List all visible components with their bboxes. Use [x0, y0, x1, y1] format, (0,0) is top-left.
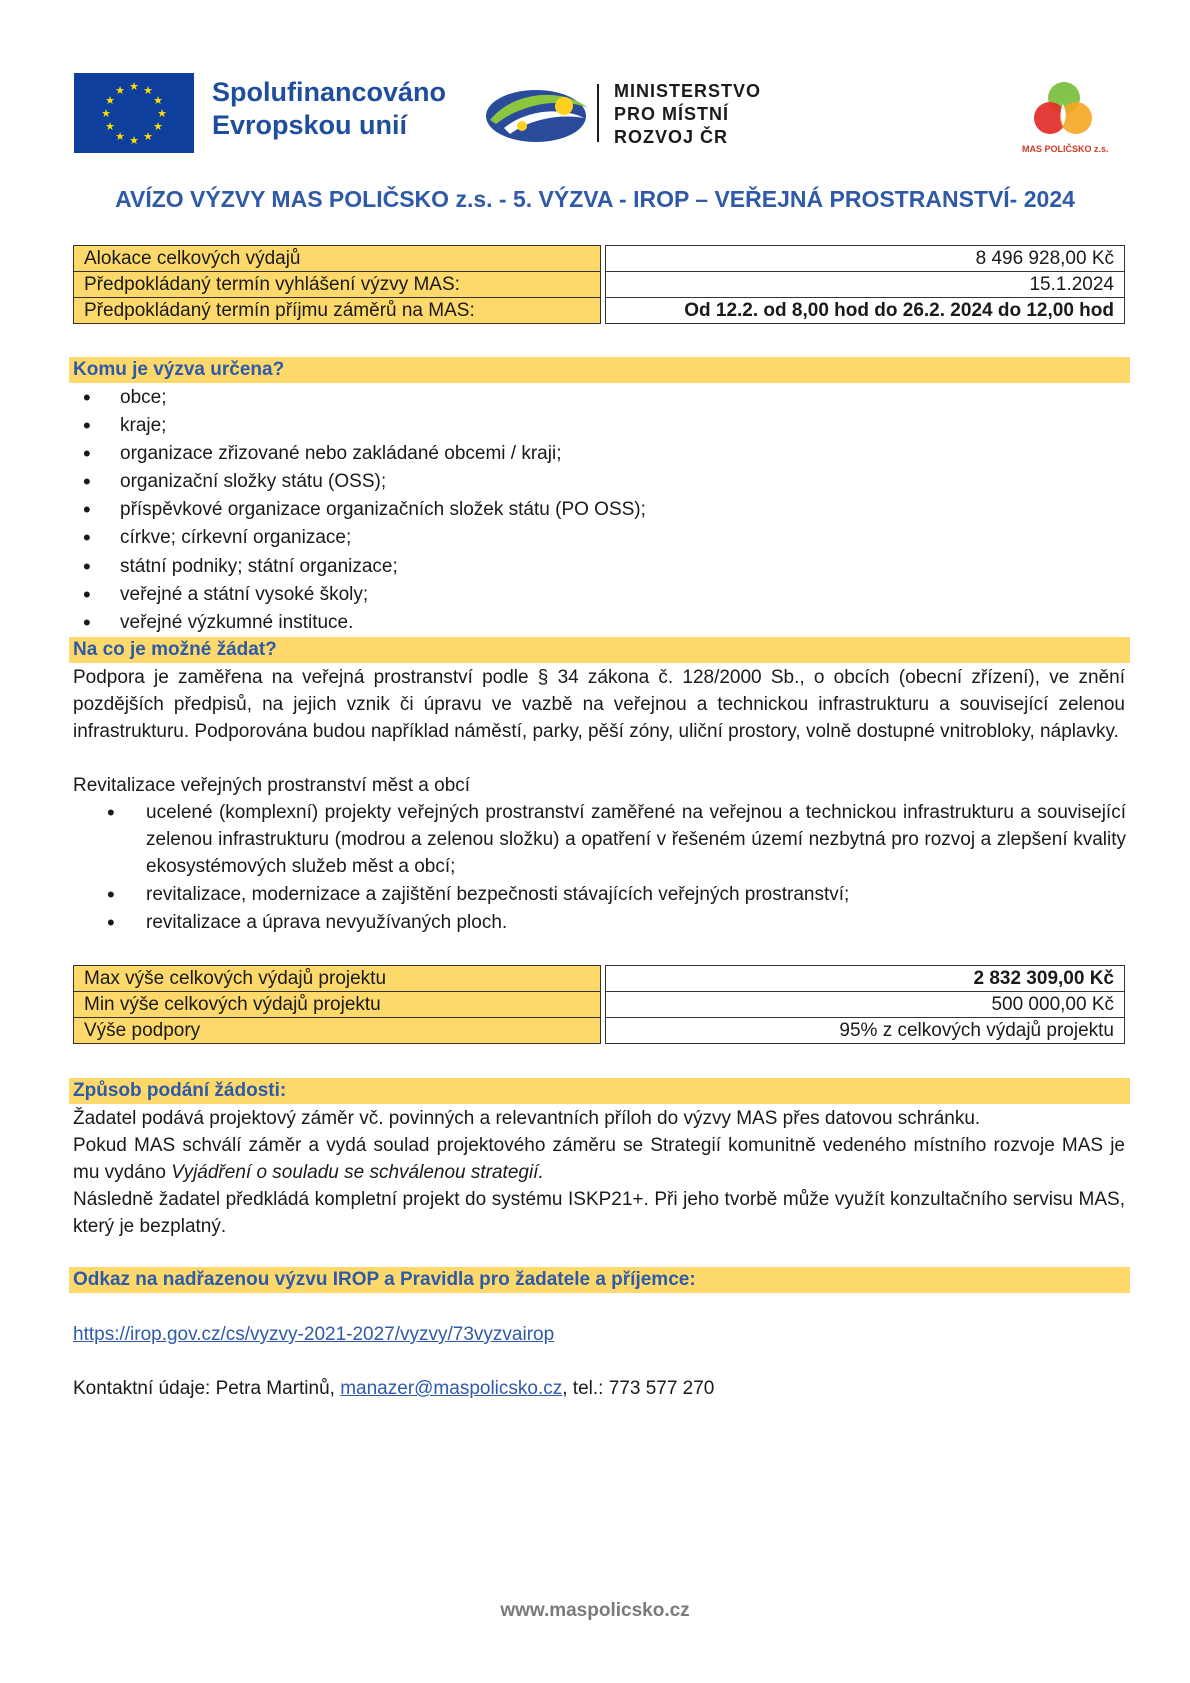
table-cell-label: Alokace celkových výdajů	[74, 246, 601, 272]
table-row	[74, 298, 1125, 324]
list-item: • církve; církevní organizace;	[73, 524, 646, 552]
svg-text:★: ★	[143, 130, 153, 143]
table-cell-label: Předpokládaný termín příjmu záměrů na MAS:	[74, 298, 601, 324]
list-item: • příspěvkové organizace organizačních složek státu (PO OSS);	[73, 496, 646, 524]
project-limits-table	[73, 965, 1125, 1044]
eu-flag-logo	[74, 73, 194, 153]
submission-paragraph-1: Žadatel podává projektový záměr vč. povinných a relevantních příloh do výzvy MAS přes datovou schránku.	[73, 1108, 981, 1129]
table-cell-label: Předpokládaný termín vyhlášení výzvy MAS:	[74, 272, 601, 298]
submission-italic-text: Vyjádření o souladu se schválenou strategií.	[171, 1162, 544, 1183]
svg-text:★: ★	[153, 120, 163, 133]
mas-logo-text: MAS POLIČSKO z.s.	[1022, 144, 1109, 154]
mas-circles-icon	[1028, 78, 1098, 148]
section-heading-submission: Způsob podání žádosti:	[69, 1078, 1130, 1104]
list-item: • státní podniky; státní organizace;	[73, 553, 646, 581]
contact-email-link[interactable]: manazer@maspolicsko.cz	[340, 1378, 563, 1399]
list-item: • ucelené (komplexní) projekty veřejných prostranství zaměřené na veřejnou a technickou infrastrukturu a související zelenou infrastrukturu (modrou a zelenou složku) a opatření v řešeném území nezbytná pro rozvoj a zlepšení kvality ekosystémových služeb měst a obcí;	[98, 799, 1126, 880]
contact-suffix: , tel.: 773 577 270	[562, 1378, 715, 1399]
list-item: • kraje;	[73, 412, 646, 440]
mmr-emblem-icon	[484, 84, 594, 146]
irop-link-line	[73, 1321, 1125, 1348]
mmr-line1: MINISTERSTVO	[614, 81, 762, 101]
svg-text:★: ★	[101, 107, 111, 120]
submission-text: Pokud MAS schválí záměr a vydá soulad projektového záměru se Strategií komunitně vedeného místního rozvoje MAS je mu vydáno	[73, 1135, 1125, 1183]
svg-text:★: ★	[143, 84, 153, 97]
eu-text-line1: Spolufinancováno	[212, 77, 447, 107]
table-cell-value: 500 000,00 Kč	[606, 992, 1125, 1018]
table-row	[74, 272, 1125, 298]
eu-cofinanced-text	[212, 76, 446, 142]
table-row	[74, 1018, 1125, 1044]
list-item: • veřejné a státní vysoké školy;	[73, 581, 646, 609]
mmr-text	[614, 80, 761, 149]
table-row	[74, 966, 1125, 992]
section-heading-target-group: Komu je výzva určena?	[69, 357, 1130, 383]
svg-text:★: ★	[153, 94, 163, 107]
contact-prefix: Kontaktní údaje: Petra Martinů,	[73, 1378, 341, 1399]
table-cell-value: 2 832 309,00 Kč	[606, 966, 1125, 992]
mmr-line2: PRO MÍSTNÍ	[614, 104, 730, 124]
eu-stars-icon	[74, 73, 194, 153]
table-cell-label: Výše podpory	[74, 1018, 601, 1044]
list-item: • veřejné výzkumné instituce.	[73, 609, 646, 637]
page-title: AVÍZO VÝZVY MAS POLIČSKO z.s. - 5. VÝZVA - IROP – VEŘEJNÁ PROSTRANSTVÍ- 2024	[115, 186, 1075, 212]
table-cell-value: 15.1.2024	[606, 272, 1125, 298]
irop-call-link[interactable]: https://irop.gov.cz/cs/vyzvy-2021-2027/vyzvy/73vyzvairop	[73, 1324, 555, 1345]
list-item: • revitalizace a úprava nevyužívaných ploch.	[98, 909, 1126, 936]
mas-policsko-logo	[1028, 78, 1098, 148]
eligible-paragraph: Podpora je zaměřena na veřejná prostranství podle § 34 zákona č. 128/2000 Sb., o obcích (obecní zřízení), ve znění pozdějších předpisů, na jejich vznik či úpravu ve vazbě na veřejnou a technickou infrastrukturu a související zelenou infrastrukturu. Podporována budou například náměstí, parky, pěší zóny, uliční prostory, volně dostupné vnitrobloky, náplavky.	[73, 667, 1125, 742]
svg-text:★: ★	[129, 134, 139, 147]
submission-paragraph-3: Následně žadatel předkládá kompletní projekt do systému ISKP21+. Při jeho tvorbě může využít konzultačního servisu MAS, který je bezplatný.	[73, 1189, 1125, 1237]
target-group-list	[73, 384, 646, 637]
submission-paragraph-2	[73, 1132, 1125, 1186]
table-cell-value: 8 496 928,00 Kč	[606, 246, 1125, 272]
list-item: • revitalizace, modernizace a zajištění bezpečnosti stávajících veřejných prostranství;	[98, 881, 1126, 908]
mmr-logo	[484, 84, 604, 146]
mmr-separator	[597, 84, 599, 142]
section-heading-links: Odkaz na nadřazenou výzvu IROP a Pravidla pro žadatele a příjemce:	[69, 1267, 1130, 1293]
mmr-line3: ROZVOJ ČR	[614, 127, 729, 147]
svg-text:★: ★	[157, 107, 167, 120]
table-cell-label: Min výše celkových výdajů projektu	[74, 992, 601, 1018]
footer-website: www.maspolicsko.cz	[500, 1600, 690, 1621]
table-cell-value: 95% z celkových výdajů projektu	[606, 1018, 1125, 1044]
eu-text-line2: Evropskou unií	[212, 110, 408, 140]
table-cell-label: Max výše celkových výdajů projektu	[74, 966, 601, 992]
revitalization-subheading: Revitalizace veřejných prostranství měst a obcí	[73, 775, 471, 796]
list-item: • obce;	[73, 384, 646, 412]
list-item: • organizace zřizované nebo zakládané obcemi / kraji;	[73, 440, 646, 468]
call-info-table	[73, 245, 1125, 324]
svg-text:★: ★	[105, 94, 115, 107]
svg-text:★: ★	[115, 130, 125, 143]
eligible-activities-list	[98, 799, 1126, 937]
svg-text:★: ★	[105, 120, 115, 133]
svg-text:★: ★	[129, 80, 139, 93]
section-heading-eligible: Na co je možné žádat?	[69, 637, 1130, 663]
table-cell-value: Od 12.2. od 8,00 hod do 26.2. 2024 do 12,00 hod	[606, 298, 1125, 324]
table-row	[74, 992, 1125, 1018]
svg-text:★: ★	[115, 84, 125, 97]
contact-line	[73, 1375, 1125, 1402]
table-row	[74, 246, 1125, 272]
list-item: • organizační složky státu (OSS);	[73, 468, 646, 496]
